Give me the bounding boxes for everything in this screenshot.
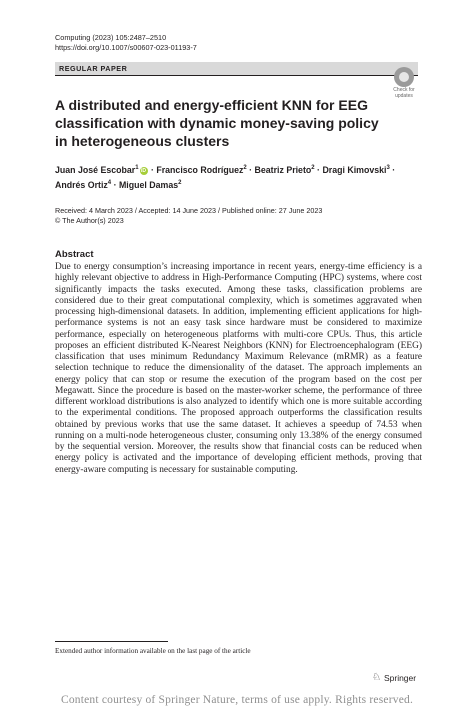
author-name[interactable]: Francisco Rodríguez (156, 164, 244, 175)
copyright-notice: © The Author(s) 2023 (55, 215, 124, 225)
author-name[interactable]: Juan José Escobar (55, 164, 136, 175)
check-updates-label: Check for updates (393, 87, 415, 99)
footnote-divider (55, 641, 168, 642)
abstract-text: Due to energy consumption’s increasing importance in recent years, energy-time efficiency is a highly relevant objective to address in High-Performance Computing (HPC) systems, where cost significantly impacts the tasks executed. Among these tasks, classification problems are considered due to their great computational complexity, which is sometimes aggravated when processing high-dimensional datasets. In addition, implementing efficient applications for high-performance systems is not an easy task since hardware must be considered to maximize performance, especially on heterogeneous platforms with multi-core CPUs. Thus, this article proposes an efficient distributed K-Nearest Neighbors (KNN) for Electroencephalogram (EEG) classification that uses minimum Redundancy Maximum Relevance (mRMR) as a feature selection technique to reduce the dimensionality of the dataset. The approach implements an energy policy that can stop or resume the execution of the program based on the cost per Megawatt. Since the procedure is based on the master-worker scheme, the performance of three different workload distributions is also analyzed to identify which one is more suitable according to the experimental conditions. The proposed approach outperforms the classification results obtained by previous works that use the same dataset. It achieves a speedup of 74.53 when running on a multi-node heterogeneous cluster, consuming only 13.38% of the energy consumed by the sequential version. Moreover, the results show that financial costs can be reduced when energy policy is activated and the importance of developing efficient methods, proving that energy-aware computing is necessary for sustainable computing. (55, 262, 422, 475)
abstract-heading: Abstract (55, 249, 94, 260)
publisher-name: Springer (383, 672, 417, 683)
orcid-icon[interactable]: iD (141, 167, 147, 174)
author-affiliation: 2 (243, 165, 247, 171)
author-affiliation: 3 (386, 165, 390, 171)
banner-rule (55, 75, 418, 76)
springer-horse-icon: ♘ (372, 672, 381, 683)
publisher-logo (372, 672, 416, 683)
author-affiliation: 2 (311, 165, 315, 171)
check-updates-icon (394, 67, 414, 87)
author-list: Juan José Escobar$^1$ iD · Francisco Rodríguez$^2$ · Beatriz Prieto$^2$ · Dragi Kimovski$^3$ · Andrés Ortiz$^4$ · Miguel Damas$^2$ (55, 164, 396, 190)
journal-citation: Computing (2023) 105:2487–2510 (55, 33, 167, 42)
footnote: Extended author information available on the last page of the article (55, 647, 251, 655)
watermark: Content courtesy of Springer Nature, terms of use apply. Rights reserved. (60, 694, 414, 706)
author-affiliation: 2 (178, 179, 182, 186)
article-type-banner: REGULAR PAPER (55, 62, 418, 75)
author-name[interactable]: Andrés Ortiz (55, 179, 108, 190)
publication-dates: Received: 4 March 2023 / Accepted: 14 June 2023 / Published online: 27 June 2023 (55, 206, 323, 215)
author-affiliation: 4 (107, 179, 112, 186)
author-name[interactable]: Miguel Damas (118, 179, 179, 190)
paper-title: A distributed and energy-efficient KNN for EEG classification with dynamic money-saving policy in heterogeneous clusters (55, 97, 379, 149)
check-for-updates-badge[interactable] (387, 67, 421, 101)
publication-dates-block (55, 206, 425, 225)
journal-header (55, 33, 197, 53)
author-name[interactable]: Beatriz Prieto (254, 164, 312, 175)
author-affiliation: 1 (135, 165, 139, 171)
doi-link[interactable]: https://doi.org/10.1007/s00607-023-01193-7 (55, 43, 197, 52)
author-name[interactable]: Dragi Kimovski (322, 164, 387, 175)
